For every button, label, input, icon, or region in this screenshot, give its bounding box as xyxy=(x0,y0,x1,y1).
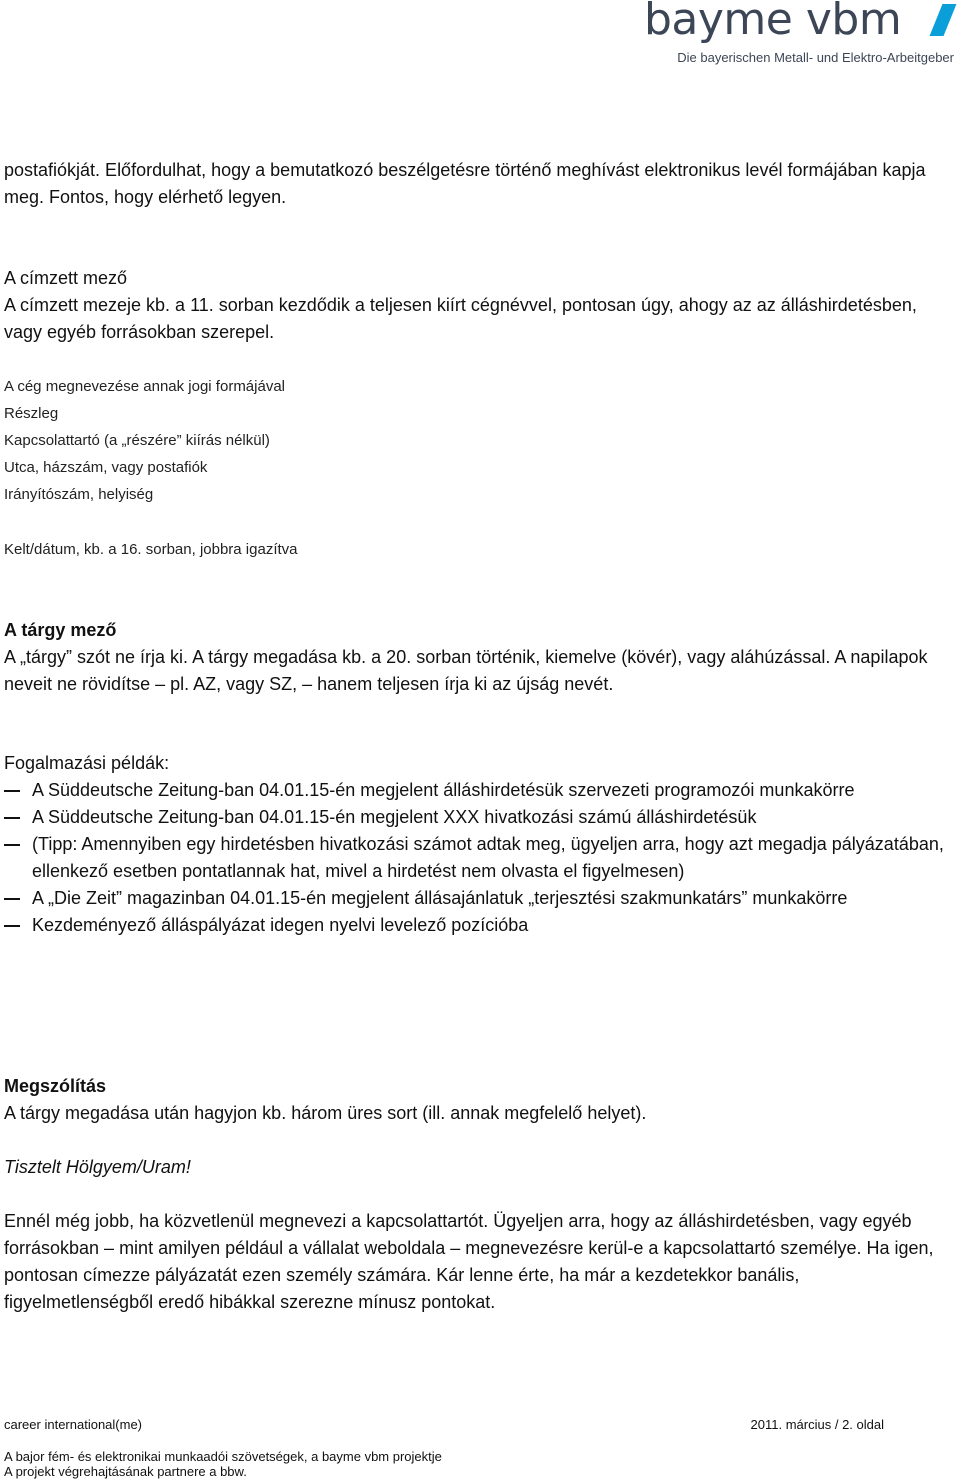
logo-slash-icon xyxy=(930,4,957,36)
megszolitas-heading: Megszólítás xyxy=(4,1076,107,1096)
address-line: A cég megnevezése annak jogi formájával xyxy=(4,378,286,395)
address-line: Irányítószám, helyiség xyxy=(4,486,154,503)
logo-text: bayme vbm xyxy=(644,0,902,45)
address-block xyxy=(4,373,944,508)
list-item: (Tipp: Amennyiben egy hirdetésben hivatkozási számot adtak meg, ügyeljen arra, hogy azt megadja pályázatában, ellenkező esetben pontatlannak hat, mivel a hirdetést nem olvasta el figyelmesen) xyxy=(4,831,944,885)
intro-section xyxy=(4,157,944,211)
footer-line2: A projekt végrehajtásának partnere a bbw. xyxy=(4,1464,247,1479)
list-item: A Süddeutsche Zeitung-ban 04.01.15-én megjelent XXX hivatkozási számú álláshirdetésük xyxy=(4,804,944,831)
examples-heading: Fogalmazási példák: xyxy=(4,753,170,773)
greeting-text: Tisztelt Hölgyem/Uram! xyxy=(4,1157,191,1177)
contact-paragraph: Ennél még jobb, ha közvetlenül megnevezi a kapcsolattartót. Ügyeljen arra, hogy az álláshirdetésben, vagy egyéb forrásokban – mint amilyen például a vállalat weboldala – megnevezésre kerül-e a kapcsolattartó személye. Ha igen, pontosan címezze pályázatát ezen személy számára. Kár lenne érte, ha már a kezdetekkor banális, figyelmetlenségből eredő hibákkal szerezne mínusz pontokat. xyxy=(4,1211,934,1312)
address-line: Kapcsolattartó (a „részére” kiírás nélkül) xyxy=(4,432,270,449)
greeting xyxy=(4,1154,944,1181)
footer-page-info: 2011. március / 2. oldal xyxy=(750,1417,884,1432)
address-line: Utca, házszám, vagy postafiók xyxy=(4,459,208,476)
date-line xyxy=(4,536,944,563)
footer-line1: A bajor fém- és elektronikai munkaadói szövetségek, a bayme vbm projektje xyxy=(4,1449,442,1464)
megszolitas-paragraph: A tárgy megadása után hagyjon kb. három üres sort (ill. annak megfelelő helyet). xyxy=(4,1103,647,1123)
footer-left: career international(me) xyxy=(4,1417,143,1432)
megszolitas-section xyxy=(4,1073,944,1127)
targy-section xyxy=(4,617,944,698)
intro-paragraph: postafiókját. Előfordulhat, hogy a bemutatkozó beszélgetésre történő meghívást elektronikus levél formájában kapja meg. Fontos, hogy elérhető legyen. xyxy=(4,160,926,207)
targy-heading: A tárgy mező xyxy=(4,620,117,640)
logo-subtitle: Die bayerischen Metall- und Elektro-Arbeitgeber xyxy=(677,50,954,65)
targy-paragraph: A „tárgy” szót ne írja ki. A tárgy megadása kb. a 20. sorban történik, kiemelve (kövér), vagy aláhúzással. A napilapok neveit ne rövidítse – pl. AZ, vagy SZ, – hanem teljesen írja ki az újság nevét. xyxy=(4,647,928,694)
contact-paragraph-section xyxy=(4,1208,944,1316)
examples-section xyxy=(4,750,944,939)
footer-top xyxy=(4,1417,884,1432)
list-item: A „Die Zeit” magazinban 04.01.15-én megjelent állásajánlatuk „terjesztési szakmunkatárs” munkakörre xyxy=(4,885,944,912)
address-line: Részleg xyxy=(4,405,59,422)
cimzett-heading: A címzett mező xyxy=(4,268,128,288)
bayme-vbm-logo xyxy=(636,0,956,70)
cimzett-section xyxy=(4,265,944,346)
date-line-text: Kelt/dátum, kb. a 16. sorban, jobbra igazítva xyxy=(4,541,298,558)
list-item: A Süddeutsche Zeitung-ban 04.01.15-én megjelent álláshirdetésük szervezeti programozói munkakörre xyxy=(4,777,944,804)
examples-list xyxy=(4,777,944,939)
list-item: Kezdeményező álláspályázat idegen nyelvi levelező pozícióba xyxy=(4,912,944,939)
cimzett-paragraph: A címzett mezeje kb. a 11. sorban kezdődik a teljesen kiírt cégnévvel, pontosan úgy, ahogy az az álláshirdetésben, vagy egyéb forrásokban szerepel. xyxy=(4,295,917,342)
